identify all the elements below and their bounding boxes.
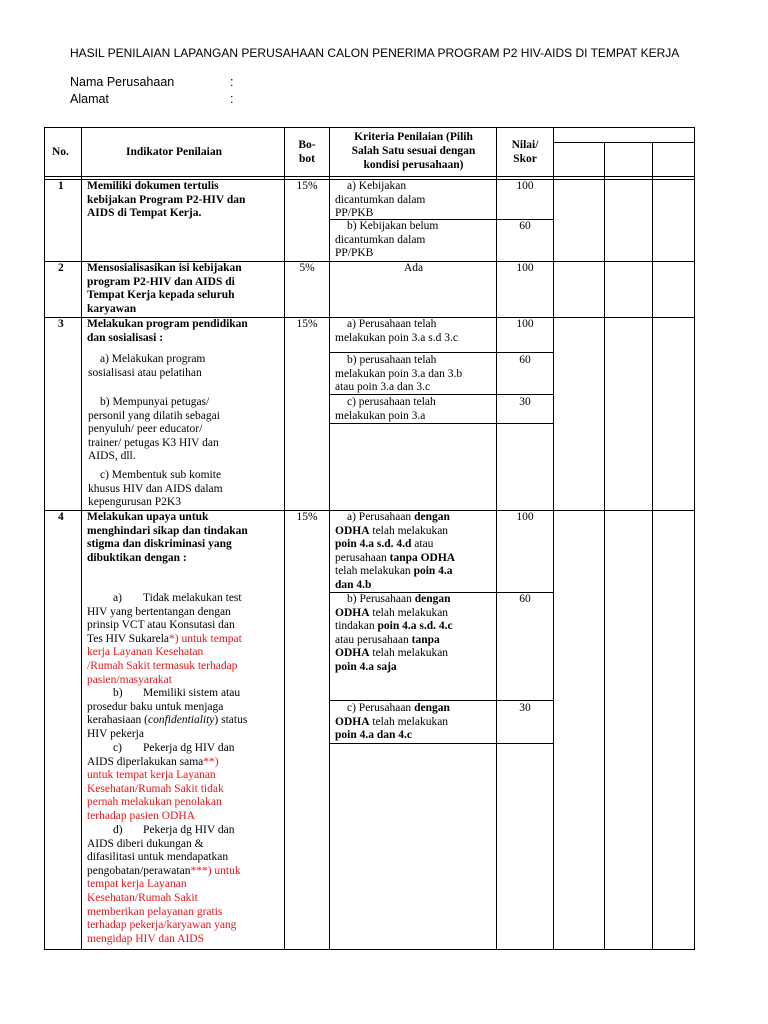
- header-no: No.: [52, 146, 69, 158]
- header-bobot-line1: Bo-: [298, 139, 316, 151]
- header-skor-line1: Nilai/: [511, 139, 539, 151]
- row4-subitem-c: c) Pekerja dg HIV dan AIDS diperlakukan sama**) untuk tempat kerja Layanan Kesehatan/Rumah Sakit tidak pernah melakukan penolakan terhadap pasien ODHA: [87, 742, 235, 822]
- row4-subitem-a: a) Tidak melakukan test HIV yang bertentangan dengan prinsip VCT atau Konsutasi dan Tes HIV Sukarela*) untuk tempat kerja Layanan Kesehatan /Rumah Sakit termasuk terhadap pasien/masyarakat: [87, 592, 242, 686]
- header-skor-line2: Skor: [513, 153, 537, 165]
- row3-criteria-a: a) Perusahaan telah melakukan poin 3.a s.d 3.c: [335, 318, 458, 344]
- row3-subitem-b: b) Mempunyai petugas/ personil yang dilatih sebagai penyuluh/ peer educator/ trainer/ petugas K3 HIV dan AIDS, dll.: [88, 396, 220, 463]
- address-separator: :: [230, 92, 234, 106]
- row1-score-b: 60: [519, 220, 531, 232]
- row4-criteria-b: b) Perusahaan dengan ODHA telah melakukan tindakan poin 4.a s.d. 4.c atau perusahaan tanpa ODHA telah melakukan poin 4.a saja: [335, 593, 453, 673]
- row2-number: 2: [58, 262, 64, 274]
- row4-criteria-c: c) Perusahaan dengan ODHA telah melakukan poin 4.a dan 4.c: [335, 702, 450, 742]
- row2-indicator: Mensosialisasikan isi kebijakan program P2-HIV dan AIDS di Tempat Kerja kepada seluruh karyawan: [87, 262, 242, 315]
- header-kriteria-line2: Salah Satu sesuai dengan: [351, 145, 476, 157]
- header-indikator: Indikator Penilaian: [126, 146, 222, 158]
- row1-weight: 15%: [296, 180, 318, 192]
- row4-score-b: 60: [519, 593, 531, 605]
- row1-number: 1: [58, 180, 64, 192]
- row4-weight: 15%: [296, 511, 318, 523]
- address-label: Alamat: [70, 92, 109, 106]
- row4-score-c: 30: [519, 702, 531, 714]
- row1-criteria-b: b) Kebijakan belum dicantumkan dalam PP/PKB: [335, 220, 439, 260]
- row4-subitem-b: b) Memiliki sistem atau prosedur baku untuk menjaga kerahasiaan (confidentiality) status HIV pekerja: [87, 687, 248, 740]
- row3-score-a: 100: [516, 318, 534, 330]
- row2-criteria: Ada: [403, 262, 424, 274]
- document-title: HASIL PENILAIAN LAPANGAN PERUSAHAAN CALON PENERIMA PROGRAM P2 HIV-AIDS DI TEMPAT KERJA: [70, 46, 680, 60]
- row3-score-c: 30: [519, 396, 531, 408]
- row2-score: 100: [516, 262, 534, 274]
- row4-subitem-d: d) Pekerja dg HIV dan AIDS diberi dukungan & difasilitasi untuk mendapatkan pengobatan/perawatan***) untuk tempat kerja Layanan Kesehatan/Rumah Sakit memberikan pelayanan gratis terhadap pekerja/karyawan yang mengidap HIV dan AIDS: [87, 824, 241, 945]
- row2-weight: 5%: [299, 262, 315, 274]
- row1-indicator: Memiliki dokumen tertulis kebijakan Program P2-HIV dan AIDS di Tempat Kerja.: [87, 180, 246, 220]
- row4-criteria-a: a) Perusahaan dengan ODHA telah melakukan poin 4.a s.d. 4.d atau perusahaan tanpa ODHA telah melakukan poin 4.a dan 4.b: [335, 511, 456, 591]
- row3-indicator: Melakukan program pendidikan dan sosialisasi :: [87, 318, 248, 344]
- row3-criteria-c: c) perusahaan telah melakukan poin 3.a: [335, 396, 436, 422]
- row4-score-a: 100: [516, 511, 534, 523]
- row4-number: 4: [58, 511, 64, 523]
- row1-criteria-a: a) Kebijakan dicantumkan dalam PP/PKB: [335, 180, 426, 220]
- header-bobot-line2: bot: [299, 153, 315, 165]
- row1-score-a: 100: [516, 180, 534, 192]
- row3-subitem-a: a) Melakukan program sosialisasi atau pelatihan: [88, 353, 206, 379]
- row4-indicator: Melakukan upaya untuk menghindari sikap dan tindakan stigma dan diskriminasi yang dibuktikan dengan :: [87, 511, 248, 564]
- row3-number: 3: [58, 318, 64, 330]
- row3-criteria-b: b) perusahaan telah melakukan poin 3.a dan 3.b atau poin 3.a dan 3.c: [335, 354, 463, 394]
- company-name-label: Nama Perusahaan: [70, 75, 175, 89]
- row3-weight: 15%: [296, 318, 318, 330]
- company-name-separator: :: [230, 75, 234, 89]
- row3-subitem-c: c) Membentuk sub komite khusus HIV dan AIDS dalam kepengurusan P2K3: [88, 469, 223, 509]
- header-kriteria-line1: Kriteria Penilaian (Pilih: [354, 131, 473, 143]
- header-kriteria-line3: kondisi perusahaan): [363, 159, 464, 171]
- row3-score-b: 60: [519, 354, 531, 366]
